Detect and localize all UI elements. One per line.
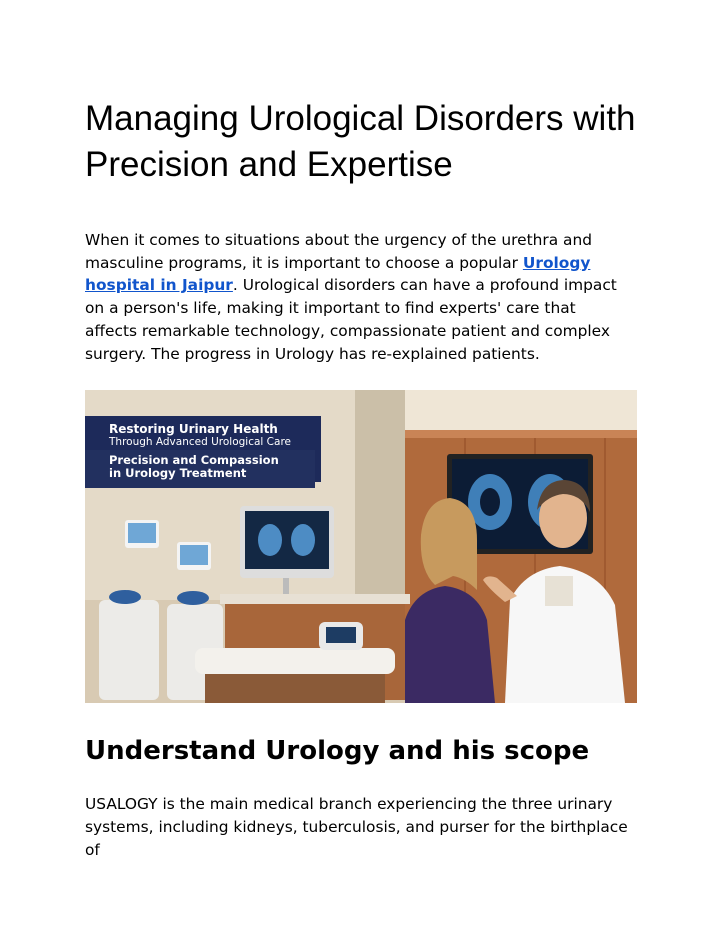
- banner-line-1: Restoring Urinary Health: [109, 422, 278, 437]
- section-paragraph: USALOGY is the main medical branch experiencing the three urinary systems, including kidneys, tuberculosis, and purser for the birthplace of: [85, 795, 628, 859]
- clinic-image: [85, 390, 637, 703]
- article-title: Managing Urological Disorders with Precision and Expertise: [85, 99, 636, 184]
- banner-line-4: in Urology Treatment: [109, 466, 247, 481]
- intro-paragraph: [85, 229, 625, 365]
- urology-hospital-link[interactable]: Urology hospital in Jaipur: [85, 253, 591, 295]
- intro-text-after: . Urological disorders can have a profound impact on a person's life, making it important to find experts' care that affects remarkable technology, compassionate patient and complex surgery. The progress in Urology has re-explained patients.: [85, 276, 617, 363]
- intro-text-before: When it comes to situations about the urgency of the urethra and masculine programs, it is important to choose a popular: [85, 231, 592, 272]
- document-page: [85, 96, 637, 861]
- image-banner-bottom: [85, 450, 315, 488]
- banner-line-3: Precision and Compassion: [109, 453, 279, 468]
- section-heading: Understand Urology and his scope: [85, 736, 590, 767]
- banner-line-2: Through Advanced Urological Care: [109, 436, 291, 449]
